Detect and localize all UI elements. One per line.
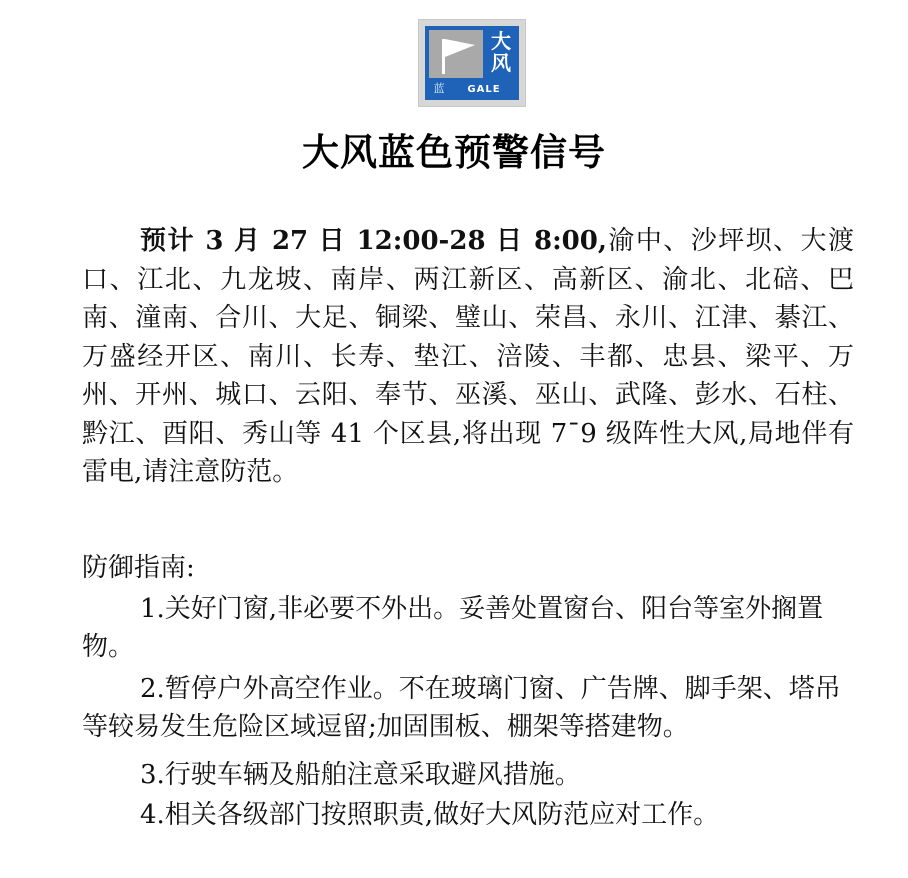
badge-word-char-2: 风 (491, 51, 511, 75)
badge-panel (425, 26, 519, 100)
badge-word (487, 30, 515, 78)
forecast-time-lead: 预计 3 月 27 日 12:00-28 日 8:00, (140, 226, 607, 256)
guide-item-3: 3.行驶车辆及船舶注意采取避风措施。 (140, 760, 581, 790)
forecast-paragraph (82, 222, 854, 492)
guide-item-4: 4.相关各级部门按照职责,做好大风防范应对工作。 (140, 800, 720, 830)
flag-cloth (445, 39, 475, 57)
page-title: 大风蓝色预警信号 (302, 131, 606, 174)
windsock-flag-graphic (429, 30, 483, 78)
gale-blue-warning-badge (418, 19, 526, 107)
windsock-flag-icon (429, 30, 483, 78)
badge-level-text: 蓝 (433, 82, 445, 95)
guide-item-1: 1.关好门窗,非必要不外出。妥善处置窗台、阳台等室外搁置物。 (82, 594, 824, 662)
badge-word-char-1: 大 (491, 29, 511, 53)
defense-guide-heading: 防御指南: (82, 553, 195, 583)
flag-pole (442, 39, 445, 74)
guide-item-2: 2.暂停户外高空作业。不在玻璃门窗、广告牌、脚手架、塔吊等较易发生危险区域逗留;加固围板、棚架等搭建物。 (82, 674, 841, 742)
forecast-body: 渝中、沙坪坝、大渡口、江北、九龙坡、南岸、两江新区、高新区、渝北、北碚、巴南、潼南、合川、大足、铜梁、璧山、荣昌、永川、江津、綦江、万盛经开区、南川、长寿、垫江、涪陵、丰都、忠县、梁平、万州、开州、城口、云阳、奉节、巫溪、巫山、武隆、彭水、石柱、黔江、酉阳、秀山等 41 个区县,将出现 7¯9 级阵性大风,局地伴有雷电,请注意防范。 (82, 226, 854, 487)
badge-english-text: GALE (467, 84, 501, 95)
